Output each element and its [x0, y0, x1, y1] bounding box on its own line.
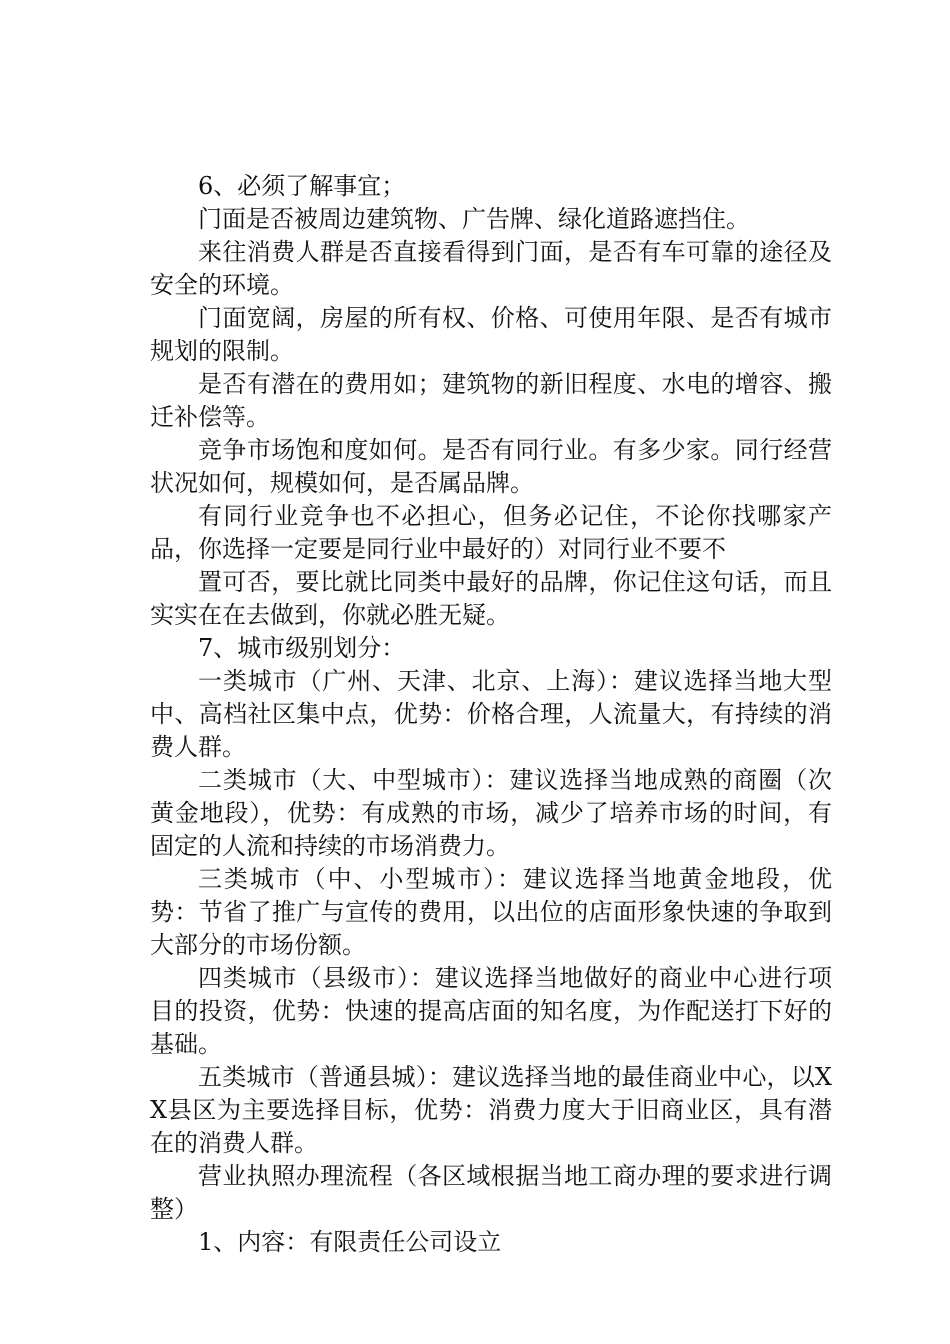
- paragraph-tier-three-city: 三类城市（中、小型城市）：建议选择当地黄金地段，优势：节省了推广与宣传的费用，以出位的店面形象快速的争取到大部分的市场份额。: [150, 865, 832, 959]
- paragraph-must-know-heading: 6、必须了解事宜；: [198, 172, 406, 200]
- paragraph-storefront-obstruction: 门面是否被周边建筑物、广告牌、绿化道路遮挡住。: [198, 205, 750, 233]
- paragraph-competition-advice: 有同行业竞争也不必担心，但务必记住，不论你找哪家产品，你选择一定要是同行业中最好的）对同行业不要不: [150, 502, 832, 563]
- paragraph-tier-one-city: 一类城市（广州、天津、北京、上海）：建议选择当地大型中、高档社区集中点，优势：价格合理，人流量大，有持续的消费人群。: [150, 667, 832, 761]
- paragraph-tier-four-city: 四类城市（县级市）：建议选择当地做好的商业中心进行项目的投资，优势：快速的提高店面的知名度，为作配送打下好的基础。: [150, 964, 832, 1058]
- paragraph-tier-five-city: 五类城市（普通县城）：建议选择当地的最佳商业中心，以XX县区为主要选择目标，优势：消费力度大于旧商业区，具有潜在的消费人群。: [150, 1063, 832, 1157]
- paragraph-market-saturation: 竞争市场饱和度如何。是否有同行业。有多少家。同行经营状况如何，规模如何，是否属品牌。: [150, 436, 832, 497]
- paragraph-visibility-access: 来往消费人群是否直接看得到门面，是否有车可靠的途径及安全的环境。: [150, 238, 832, 299]
- paragraph-tier-two-city: 二类城市（大、中型城市）：建议选择当地成熟的商圈（次黄金地段），优势：有成熟的市场，减少了培养市场的时间，有固定的人流和持续的市场消费力。: [150, 766, 832, 860]
- paragraph-ownership-planning: 门面宽阔，房屋的所有权、价格、可使用年限、是否有城市规划的限制。: [150, 304, 832, 365]
- paragraph-competition-advice-continued: 置可否，要比就比同类中最好的品牌，你记住这句话，而且实实在在去做到，你就必胜无疑。: [150, 568, 832, 629]
- document-body: [150, 170, 832, 1259]
- paragraph-potential-costs: 是否有潜在的费用如；建筑物的新旧程度、水电的增容、搬迁补偿等。: [150, 370, 832, 431]
- paragraph-city-tier-heading: 7、城市级别划分：: [198, 634, 406, 662]
- paragraph-content-llc-setup: 1、内容：有限责任公司设立: [198, 1228, 502, 1256]
- paragraph-business-license-process: 营业执照办理流程（各区域根据当地工商办理的要求进行调整）: [150, 1162, 832, 1223]
